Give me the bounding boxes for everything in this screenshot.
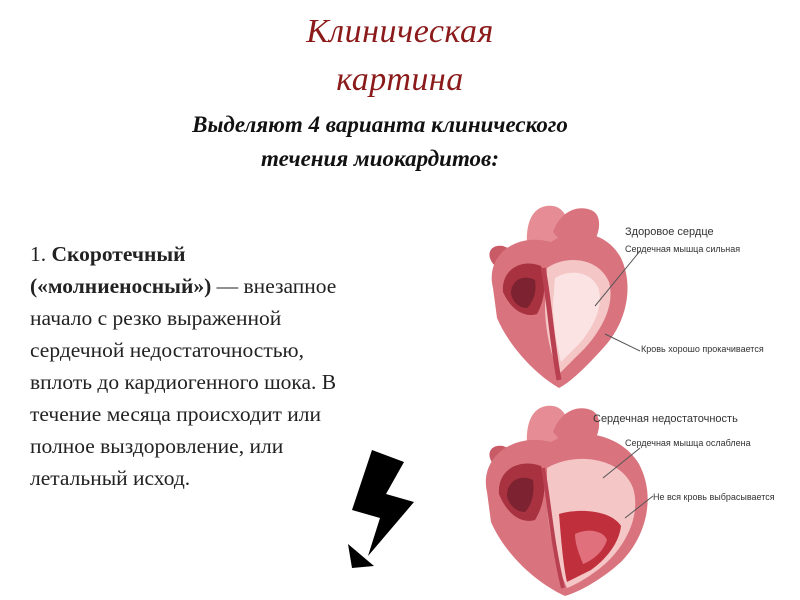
item-term: Скоротечный [51,242,186,266]
slide-subtitle [100,108,660,176]
item-number: 1. [30,242,47,266]
subtitle-line-2: течения миокардитов: [261,146,499,171]
text-line-3: начало с резко выраженной [30,306,282,330]
heart-failure-label-2: Не вся кровь выбрасывается [653,492,775,502]
text-line-4: сердечной недостаточностью, [30,338,304,362]
heart-failure-heading: Сердечная недостаточность [593,413,738,425]
subtitle-line-1: Выделяют 4 варианта клинического [192,112,568,137]
text-line-5: вплоть до кардиогенного шока. В [30,370,337,394]
healthy-heart-figure [475,196,775,391]
text-line-1 [30,238,430,270]
item-term-2: («молниеносный») [30,274,212,298]
slide-title [0,8,800,104]
text-line-6: течение месяца происходит или [30,402,322,426]
slide-title-line-2: картина [336,61,464,98]
slide-title-line-1: Клиническая [306,13,494,50]
text-line-2 [30,270,430,302]
healthy-heart-heading: Здоровое сердце [625,226,714,238]
text-line-7: полное выздоровление, или [30,434,284,458]
healthy-heart-label-2: Кровь хорошо прокачивается [641,344,764,354]
item-text-1: — внезапное [211,274,337,298]
heart-failure-label-1: Сердечная мышца ослаблена [625,438,751,448]
heart-failure-figure [475,398,775,598]
healthy-heart-label-1: Сердечная мышца сильная [625,244,741,254]
lightning-bolt-icon [346,448,418,568]
text-line-8: летальный исход. [30,466,191,490]
